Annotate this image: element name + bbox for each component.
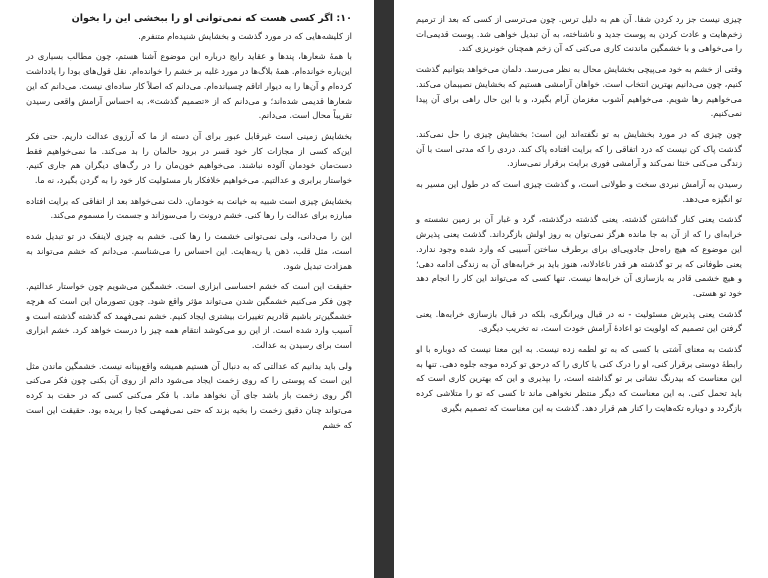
left-paragraph-5: این را می‌دانی، ولی نمی‌توانی خشمت را رها کنی. خشم به چیزی لاینفک در تو تبدیل شده است، مثل قلب، ذهن یا ریه‌هایت. این احساس را می‌شناسم. می‌دانم که خشم می‌تواند به همزادت تبدیل شود. — [26, 231, 352, 271]
right-paragraph-3: چون چیزی که در مورد بخشایش به تو نگفته‌اند این است: بخشایش چیزی را حل نمی‌کند. گذشت پاک کن نیست که درد اتفاقی را که برایت افتاده پاک کند. دردی را که مدتی است با آن زندگی می‌کنی خنثا نمی‌کند و آرامشی فوری برایت برقرار نمی‌سازد. — [416, 128, 742, 169]
left-paragraph-7: ولی باید بدانیم که عدالتی که به دنبال آن هستیم همیشه واقع‌بینانه نیست. خشمگین ماندن مثل این است که پوستی را که روی زخمت ایجاد می‌شود دائم از روی آن بکنی چون فکر می‌کنی اگر روی زخمت باز باشد جای آن نخواهد ماند. با فکر می‌کنی کسی که در حقت بد کرده می‌تواند چنان دقیق زخمت را بخیه بزند که حتی نمی‌فهمی کجا را بریده بود. حقیقت این است که خشم — [26, 360, 352, 430]
right-paragraph-7: گذشت به معنای آشتی با کسی که به تو لطمه زده نیست. به این معنا نیست که دوباره با او رابطهٔ دوستی برقرار کنی، او را درک کنی یا کاری را که درحق تو کرده موجه جلوه دهی. تنها به این معناست که بیدرنگ نشانی بر تو گذاشته است، را بپذیری و این که بهترین کاری است که باید تحمل کنی. به این معناست که دیگر منتظر نخواهی ماند تا کسی که تو را متلاشی کرده بازگردد و دوباره تکه‌هایت را کنار هم قرار دهد. گذشت به این معناست که تصمیم بگیری — [416, 344, 742, 413]
right-paragraph-6: گذشت یعنی پذیرش مسئولیت - نه در قبال ویرانگری، بلکه در قبال بازسازی خرابه‌ها. یعنی گرفتن این تصمیم که اولویت تو اعادهٔ آرامش خودت است، نه تخریب دیگری. — [416, 308, 742, 334]
right-paragraph-1: چیزی نیست جز رد کردن شفا. آن هم به دلیل ترس. چون می‌ترسی از کسی که بعد از ترمیم زخم‌هایت و عادت کردن به پوست جدید و ناشناخته، به آن تبدیل خواهی شد. پوست قدیمی‌ات را می‌خواهی و با خشمگین ماندنت کاری می‌کنی که آن زخم همچنان خونریزی کند. — [416, 14, 742, 54]
left-paragraph-6: حقیقت این است که خشم احساسی ابزاری است. خشمگین می‌شویم چون خواستار عدالتیم. چون فکر می‌کنیم خشمگین شدن می‌تواند مؤثر واقع شود. چون تصورمان این است که هرچه خشمگین‌تر باشیم قادریم تغییرات بیشتری ایجاد کنیم. خشم نمی‌فهمد که گذشته گذشته است و آسیب وارد شده است. از این رو می‌کوشد انتقام همه چیز را درست خواهد کرد. خشم ابزاری است برای رسیدن به عدالت. — [26, 281, 352, 351]
right-paragraph-4: رسیدن به آرامش نبردی سخت و طولانی است، و گذشت چیزی است که در طول این مسیر به تو انگیزه می‌دهد. — [416, 179, 742, 204]
left-page — [8, 0, 370, 578]
right-page — [398, 0, 760, 578]
left-paragraph-2: با همهٔ شعارها، پندها و عقاید رایج درباره این موضوع آشنا هستم، چون مطالب بسیاری در این‌باره خوانده‌ام. همهٔ بلاگ‌ها در مورد غلبه بر خشم را خوانده‌ام. نقل قول‌های بودا را یادداشت کرده‌ام و آن‌ها را به دیوار اتاقم چسبانده‌ام. می‌دانم که اصلاً کار ساده‌ای نیست. می‌دانم که این شعارها قدیمی شده‌اند؛ و می‌دانم که از «تصمیم گذشت»، به احساس آرامش واقعی رسیدن تقریباً محال است. می‌دانم. — [26, 51, 352, 121]
chapter-title: ۱۰: اگر کسی هست که نمی‌توانی او را ببخشی این را بخوان — [71, 13, 352, 24]
book-gutter — [374, 0, 394, 578]
right-paragraph-5: گذشت یعنی کنار گذاشتن گذشته. یعنی گذشته درگذشته، گرد و غبار آن بر زمین نشسته و خرابه‌ای را که از آن به جا مانده هرگز نمی‌توان به روز اولش بازگرداند. گذشت یعنی پذیرش این موضوع که هیچ راه‌حل جادویی‌ای برای برطرف ساختن آسیبی که وارد شده وجود ندارد. یعنی طوفانی که بر تو گذشته هر قدر ناعادلانه، هنوز باید بر خرابه‌های آن به زندگی ادامه دهی؛ و هیچ خشمی قادر به بازسازی آن خرابه‌ها نیست. تنها کسی که می‌تواند این کار را انجام دهد خود تو هستی. — [416, 214, 742, 298]
right-paragraph-2: وقتی از خشم به خود می‌پیچی بخشایش محال به نظر می‌رسد. دلمان می‌خواهد بتوانیم گذشت کنیم، چون می‌دانیم بهترین انتخاب است. خواهان آرامشی هستیم که بخشایش نصیبمان می‌کند. می‌خواهیم رها شویم. می‌خواهیم آشوب مغزمان آرام بگیرد، و با این حال راهی برای آن پیدا نمی‌کنیم. — [416, 64, 742, 119]
left-paragraph-4: بخشایش چیزی است شبیه به خیانت به خودمان. ذلت نمی‌خواهد بعد از اتفاقی که برایت افتاده مبارزه برای عدالت را رها کنی. خشم درونت را می‌سوزاند و جسمت را مسموم می‌کند. — [26, 195, 352, 221]
left-paragraph-3: بخشایش زمینی است غیرقابل عبور برای آن دسته از ما که آرزوی عدالت داریم. حتی فکر این‌که کسی از مجازات کار خود قسر در برود حالمان را بد می‌کند. ما نمی‌خواهیم فقط دست‌مان خودمان آلوده نباشند. می‌خواهیم خون‌مان را در رگ‌های دیگران هم جاری کنیم. خواستار برابری و عدالتیم. می‌خواهیم خلافکار بار مسئولیت کار خود را به گردن بگیرد، نه ما. — [26, 130, 352, 186]
left-paragraph-1: از کلیشه‌هایی که در مورد گذشت و بخشایش شنیده‌ام متنفرم. — [138, 30, 352, 41]
